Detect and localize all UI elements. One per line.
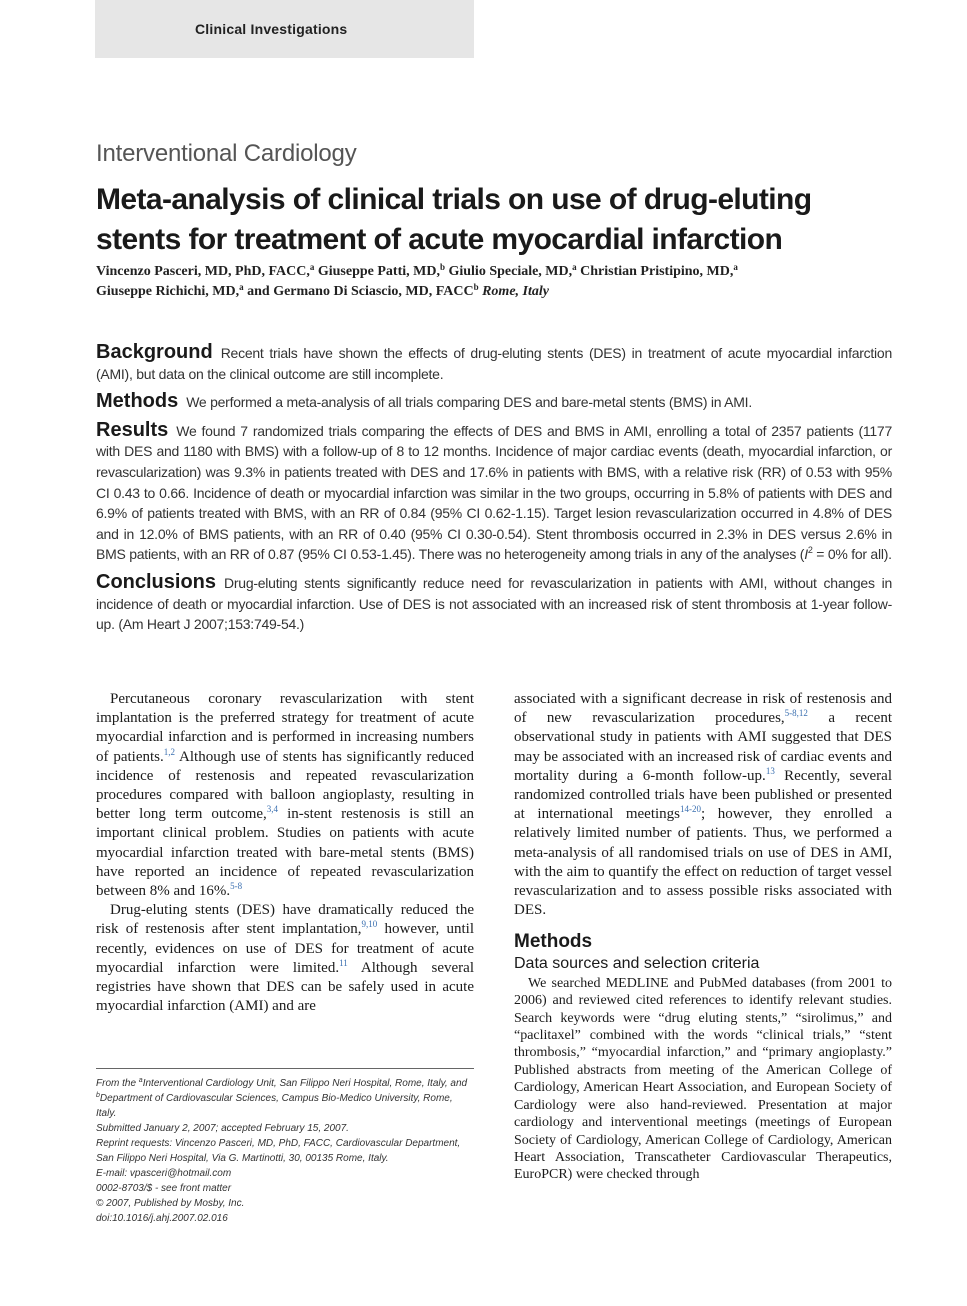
citation-link[interactable]: 5-8,12 [784, 708, 808, 719]
affiliation-mark: a [572, 262, 577, 272]
footnotes [96, 1076, 474, 1226]
methods-subheading: Data sources and selection criteria [514, 954, 760, 972]
journal-section-tab [95, 0, 474, 58]
heterogeneity-symbol: I [804, 546, 808, 563]
footnote-affiliations [96, 1076, 474, 1121]
affiliation-mark: b [473, 282, 479, 292]
body-text: associated with a significant decrease in risk of restenosis and of new revascularization procedures, [514, 691, 892, 727]
abstract-conclusions-heading: Conclusions [96, 570, 217, 593]
affiliation-mark: a [733, 262, 738, 272]
abstract-results-text: We found 7 randomized trials comparing the effects of DES and BMS in AMI, enrolling a total of 2357 patients (1177 with DES and 1180 with BMS) with a follow-up of 8 to 12 months. Incidence of major cardiac events (death, myocardial infarction, or revascularization) was 9.3% in patients treated with DES and 17.6% in patients with BMS, with a relative risk (RR) of 0.53 with 95% CI 0.43 to 0.66. Incidence of death or myocardial infarction was similar in the two groups, occurring in 5.8% of patients with DES and 6.9% of patients treated with BMS, with an RR of 0.84 (95% CI 0.62-1.15). Target lesion revascularization occurred in 4.8% of DES and in 12.0% of BMS patients, with an RR of 0.40 (95% CI 0.30-0.54). Stent thrombosis occurred in 2.3% in DES versus 2.6% in BMS patients, with an RR of 0.87 (95% CI 0.53-1.45). There was no heterogeneity among trials in any of the analyses ( [96, 422, 892, 563]
abstract-results-end: = 0% for all). [812, 546, 892, 563]
affiliation-mark: a [239, 282, 244, 292]
affiliation-mark: b [439, 262, 445, 272]
abstract-results [96, 420, 892, 565]
author-location: Rome, Italy [482, 284, 549, 299]
body-column-right [514, 690, 892, 1184]
citation-link[interactable]: 9,10 [361, 919, 378, 930]
abstract-background-heading: Background [96, 341, 213, 363]
footnote-submitted: Submitted January 2, 2007; accepted February 15, 2007. [96, 1123, 349, 1134]
body-text: Although use of stents has significantly reduced incidence of restenosis and repeated revascularization procedures compared with balloon angioplasty, resulting in better long term outcome, [96, 748, 474, 823]
affiliation-mark: b [96, 1092, 100, 1099]
author-name: Giuseppe Richichi, MD, [96, 284, 240, 299]
author-name: Giulio Speciale, MD, [448, 264, 573, 279]
abstract-background-text: Recent trials have shown the effects of drug-eluting stents (DES) in treatment of acute myocardial infarction (AMI), but data on the clinical outcome are still incomplete. [96, 345, 892, 382]
footnote-text: Interventional Cardiology Unit, San Filippo Neri Hospital, Rome, Italy, and [142, 1078, 468, 1089]
methods-heading: Methods [514, 931, 593, 953]
body-text: Percutaneous coronary revascularization with stent implantation is the preferred strategy for treatment of acute myocardial infarction and is performed in increasing numbers of patients. [96, 691, 474, 765]
journal-section-label: Clinical Investigations [195, 21, 348, 37]
footnote-email[interactable]: E-mail: vpasceri@hotmail.com [96, 1168, 232, 1179]
citation-link[interactable]: 5-8 [230, 881, 243, 892]
footnote-issn: 0002-8703/$ - see front matter [96, 1183, 232, 1194]
body-text: Recently, several randomized controlled trials have been published or presented at international meetings [514, 767, 892, 823]
abstract-methods-heading: Methods [96, 390, 179, 413]
affiliation-mark: a [138, 1077, 143, 1084]
abstract-methods [96, 391, 892, 413]
author-list [96, 262, 896, 302]
article-category: Interventional Cardiology [96, 140, 357, 167]
author-name: and Germano Di Sciascio, MD, FACC [247, 284, 474, 299]
body-paragraph [96, 690, 474, 901]
author-name: Christian Pristipino, MD, [580, 264, 734, 279]
abstract-methods-text: We performed a meta-analysis of all trials comparing DES and bare-metal stents (BMS) in AMI. [186, 394, 752, 411]
abstract-conclusions-text: Drug-eluting stents significantly reduce need for revascularization in patients with AMI, without changes in incidence of death or myocardial infarction. Use of DES is not associated with an increased risk of stent thrombosis at 1-year follow-up. (Am Heart J 2007;153:749-54.) [96, 574, 892, 633]
abstract [96, 342, 892, 642]
citation-link[interactable]: 1,2 [163, 746, 176, 757]
abstract-results-heading: Results [96, 418, 169, 441]
author-name: Vincenzo Pasceri, MD, PhD, FACC, [96, 264, 310, 279]
body-column-left [96, 690, 474, 1016]
heterogeneity-exponent: 2 [807, 545, 813, 556]
body-text: however, until recently, evidences on use of DES for treatment of acute myocardial infarction were limited. [96, 921, 474, 976]
body-text: ; however, they enrolled a relatively limited number of patients. Thus, we performed a meta-analysis of all randomised trials on use of DES in AMI, with the aim to quantify the effect on reduction of target vessel revascularization and to assess possible risks associated with DES. [514, 806, 892, 919]
citation-link[interactable]: 14-20 [680, 804, 701, 815]
affiliation-mark: a [309, 262, 315, 272]
citation-link[interactable]: 11 [339, 957, 348, 968]
footnote-text: Department of Cardiovascular Sciences, Campus Bio-Medico University, Rome, Italy. [96, 1093, 453, 1119]
footnote-text: From the [96, 1078, 139, 1089]
citation-link[interactable]: 3,4 [266, 804, 279, 815]
abstract-conclusions [96, 572, 892, 635]
body-paragraph-continued [514, 690, 892, 920]
article-title: Meta-analysis of clinical trials on use of drug-eluting stents for treatment of acute myocardial infarction [96, 183, 812, 256]
body-text: Drug-eluting stents (DES) have dramatically reduced the risk of restenosis after stent implantation, [96, 902, 474, 938]
footnote-reprint: Reprint requests: Vincenzo Pasceri, MD, PhD, FACC, Cardiovascular Department, San Filippo Neri Hospital, Via G. Martinotti, 30, 00135 Rome, Italy. [96, 1138, 461, 1164]
footnote-doi[interactable]: doi:10.1016/j.ahj.2007.02.016 [96, 1213, 228, 1224]
methods-paragraph: We searched MEDLINE and PubMed databases (from 2001 to 2006) and reviewed cited references to identify relevant studies. Search keywords were “drug eluting stents,” “sirolimus,” and “paclitaxel” combined with the words “clinical trials,” “stent thrombosis,” “myocardial infarction,” and “primary angioplasty.” Published abstracts from meeting of the American College of Cardiology, American Heart Association, and European Society of Cardiology were also hand-reviewed. Presentation at major cardiology and interventional meetings (meetings of European Society of Cardiology, American College of Cardiology, American Heart Association, Transcatheter Cardiovascular Therapeutics, EuroPCR) were checked through [514, 975, 892, 1183]
abstract-background [96, 342, 892, 384]
body-text: in-stent restenosis is still an important clinical problem. Studies on patients with acute myocardial infarction treated with bare-metal stents (BMS) have reported an incidence of repeated revascularization between 8% and 16%. [96, 806, 475, 900]
body-text: Although several registries have shown that DES can be safely used in acute myocardial infarction (AMI) and are [96, 959, 474, 1015]
footnote-divider [96, 1068, 474, 1069]
author-name: Giuseppe Patti, MD, [317, 264, 440, 279]
footnote-copyright: © 2007, Published by Mosby, Inc. [96, 1198, 245, 1209]
citation-link[interactable]: 13 [765, 765, 775, 776]
body-text: a recent observational study in patients with AMI suggested that DES may be associated with an increased risk of cardiac events and mortality during a 6-month follow-up. [514, 710, 893, 784]
body-paragraph [96, 901, 474, 1016]
